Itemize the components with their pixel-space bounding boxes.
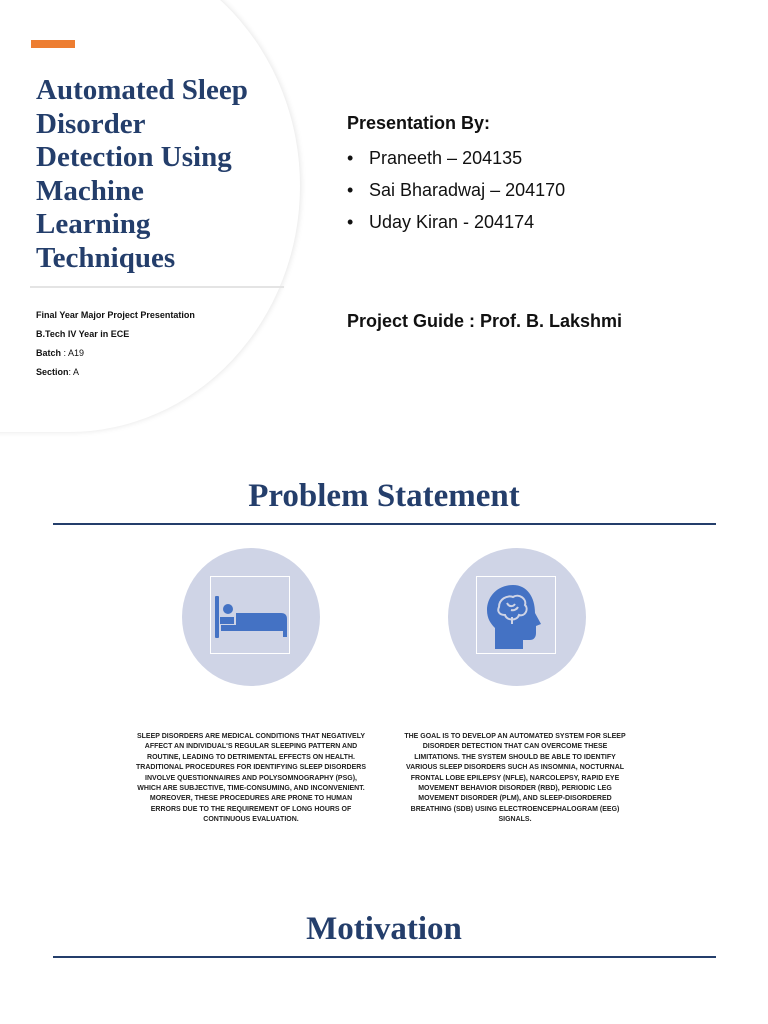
problem-title-rule — [53, 523, 716, 525]
motivation-title: Motivation — [306, 911, 462, 947]
title-line: Techniques — [36, 241, 176, 274]
bed-icon-frame — [210, 576, 290, 654]
title-line: Learning — [36, 208, 151, 240]
section-text: Section: A — [36, 367, 80, 377]
year-text: B.Tech IV Year in ECE — [36, 329, 130, 339]
head-icon-frame — [476, 576, 556, 654]
member-item: • Uday Kiran - 204174 — [347, 212, 535, 232]
bed-icon — [211, 577, 291, 655]
bullet: • — [347, 212, 354, 232]
title-line: Machine — [36, 174, 144, 207]
presentation-by-heading: Presentation By: — [347, 113, 491, 133]
head-brain-icon — [477, 577, 557, 655]
title-line: Detection Using — [36, 141, 232, 173]
problem-description: SLEEP DISORDERS ARE MEDICAL CONDITIONS THAT NEGATIVELY AFFECT AN INDIVIDUAL'S REGULAR SLEEPING PATTERN AND ROUTINE, LEADING TO DETRIMENTAL EFFECTS ON HEALTH. TRADITIONAL PROCEDURES FOR IDENTIFYING SLEEP DISORDERS INVOLVE QUESTIONNAIRES AND POLYSOMNOGRAPHY (PSG), WHICH ARE SUBJECTIVE, TIME-CONSUMING, AND INCONVENIENT. MOREOVER, THESE PROCEDURES ARE PRONE TO HUMAN ERRORS DUE TO THE REQUIREMENT OF LONG HOURS OF CONTINUOUS EVALUATION. — [136, 733, 366, 824]
bed-icon-circle — [182, 548, 320, 686]
bullet: • — [347, 180, 354, 200]
head-icon-circle — [448, 548, 586, 686]
title-line: Disorder — [36, 107, 146, 140]
goal-description: THE GOAL IS TO DEVELOP AN AUTOMATED SYSTEM FOR SLEEP DISORDER DETECTION THAT CAN OVERCOME THESE LIMITATIONS. THE SYSTEM SHOULD BE ABLE TO IDENTIFY VARIOUS SLEEP DISORDERS SUCH AS INSOMNIA, NOCTURNAL FRONTAL LOBE EPILEPSY (NFLE), NARCOLEPSY, RAPID EYE MOVEMENT BEHAVIOR DISORDER (RBD), PERIODIC LEG MOVEMENT DISORDER (PLM), AND SLEEP-DISORDERED BREATHING (SDB) USING ELECTROENCEPHALOGRAM (EEG) SIGNALS. — [404, 733, 626, 824]
accent-bar — [31, 40, 75, 48]
cover-slide — [0, 0, 768, 432]
project-type-text: Final Year Major Project Presentation — [36, 310, 195, 320]
title-divider — [30, 286, 284, 288]
presentation-title — [36, 74, 286, 275]
batch-text: Batch : A19 — [36, 348, 85, 358]
project-guide: Project Guide : Prof. B. Lakshmi — [347, 311, 623, 331]
title-line: Automated Sleep — [36, 74, 248, 106]
member-item: • Praneeth – 204135 — [347, 148, 523, 168]
member-list — [347, 147, 565, 243]
member-item: • Sai Bharadwaj – 204170 — [347, 180, 566, 200]
bullet: • — [347, 148, 354, 168]
problem-statement-title: Problem Statement — [248, 478, 520, 514]
motivation-title-rule — [53, 956, 716, 958]
